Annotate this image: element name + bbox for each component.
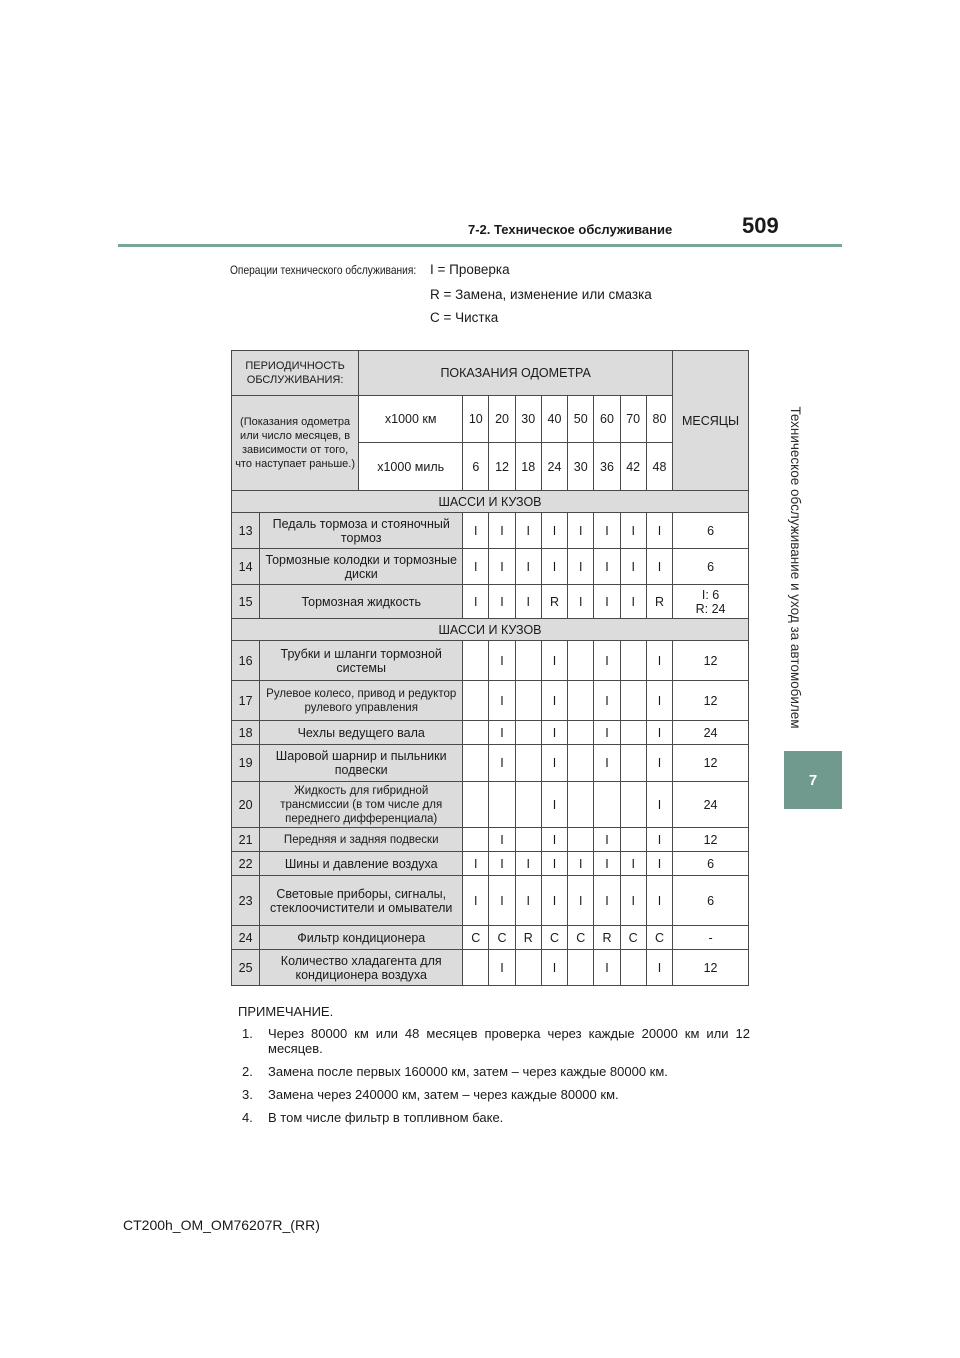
- interval-cell: I: [489, 681, 515, 721]
- interval-cell: [463, 721, 489, 745]
- interval-cell: I: [646, 828, 672, 852]
- interval-cell: [515, 828, 541, 852]
- km-cell: 20: [489, 396, 515, 443]
- interval-cell: I: [646, 549, 672, 585]
- item-number: 14: [232, 549, 260, 585]
- interval-cell: I: [489, 950, 515, 986]
- note-item: [242, 1110, 750, 1125]
- interval-cell: I: [541, 745, 567, 782]
- header-divider: [118, 244, 842, 247]
- table-row: [232, 876, 749, 926]
- months-value: 6: [707, 856, 715, 871]
- interval-cell: I: [568, 585, 594, 619]
- mi-cell: 48: [646, 443, 672, 491]
- interval-cell: C: [463, 926, 489, 950]
- interval-cell: I: [541, 721, 567, 745]
- section-heading: ШАССИ И КУЗОВ: [232, 619, 749, 641]
- interval-cell: [463, 681, 489, 721]
- interval-cell: I: [568, 513, 594, 549]
- item-name: Трубки и шланги тормозной системы: [260, 641, 463, 681]
- interval-cell: [620, 745, 646, 782]
- interval-cell: I: [541, 876, 567, 926]
- interval-cell: [515, 782, 541, 828]
- legend-item-clean: C = Чистка: [430, 310, 499, 325]
- interval-cell: I: [568, 549, 594, 585]
- document-code: CT200h_OM_OM76207R_(RR): [123, 1217, 320, 1233]
- interval-cell: I: [594, 950, 620, 986]
- interval-cell: I: [620, 549, 646, 585]
- interval-cell: I: [594, 513, 620, 549]
- km-cell: 30: [515, 396, 541, 443]
- km-cell: 70: [620, 396, 646, 443]
- interval-cell: I: [541, 681, 567, 721]
- item-number: 16: [232, 641, 260, 681]
- item-number: 20: [232, 782, 260, 828]
- interval-cell: [515, 641, 541, 681]
- interval-cell: I: [515, 513, 541, 549]
- km-cell: 10: [463, 396, 489, 443]
- interval-cell: I: [594, 585, 620, 619]
- item-number: 15: [232, 585, 260, 619]
- interval-cell: C: [489, 926, 515, 950]
- item-name: Шаровой шарнир и пыльники подвески: [260, 745, 463, 782]
- months-value: -: [708, 930, 713, 945]
- interval-cell: I: [489, 828, 515, 852]
- months-value: 6: [707, 893, 715, 908]
- interval-cell: [463, 782, 489, 828]
- months-value: I: 6: [701, 587, 720, 602]
- section-row: [232, 619, 749, 641]
- table-row: [232, 549, 749, 585]
- months-value: 24: [703, 725, 718, 740]
- months-value: 12: [703, 756, 718, 770]
- interval-cell: I: [620, 513, 646, 549]
- interval-cell: I: [568, 852, 594, 876]
- interval-cell: [594, 782, 620, 828]
- item-number: 25: [232, 950, 260, 986]
- unit-mi: x1000 миль: [359, 443, 463, 491]
- interval-cell: [620, 950, 646, 986]
- interval-cell: I: [489, 513, 515, 549]
- table-row: [232, 513, 749, 549]
- chapter-side-title: Техническое обслуживание и уход за автомобилем: [788, 406, 803, 729]
- item-number: 17: [232, 681, 260, 721]
- interval-cell: I: [489, 876, 515, 926]
- interval-cell: [568, 782, 594, 828]
- section-title: 7-2. Техническое обслуживание: [468, 222, 673, 237]
- interval-cell: [568, 745, 594, 782]
- legend-item-replace: R = Замена, изменение или смазка: [430, 287, 652, 302]
- months-cell: [673, 876, 749, 926]
- months-value: 24: [703, 797, 718, 812]
- interval-cell: I: [489, 721, 515, 745]
- interval-cell: [515, 745, 541, 782]
- interval-cell: I: [463, 513, 489, 549]
- interval-cell: [489, 782, 515, 828]
- interval-cell: I: [463, 852, 489, 876]
- interval-cell: I: [489, 745, 515, 782]
- interval-cell: I: [646, 641, 672, 681]
- interval-cell: [568, 681, 594, 721]
- interval-cell: C: [541, 926, 567, 950]
- note-text: Замена после первых 160000 км, затем – через каждые 80000 км.: [268, 1064, 668, 1079]
- interval-cell: [463, 745, 489, 782]
- interval-cell: I: [463, 876, 489, 926]
- item-name: Жидкость для гибридной трансмиссии (в том числе для переднего дифференциала): [260, 782, 463, 828]
- interval-cell: [515, 721, 541, 745]
- months-cell: [673, 641, 749, 681]
- months-cell: [673, 585, 749, 619]
- note-number: 2.: [242, 1064, 253, 1079]
- km-cell: 40: [541, 396, 567, 443]
- table-row: [232, 641, 749, 681]
- note-text: В том числе фильтр в топливном баке.: [268, 1110, 504, 1125]
- months-value: 6: [707, 559, 715, 574]
- table-row: [232, 950, 749, 986]
- section-heading: ШАССИ И КУЗОВ: [232, 491, 749, 513]
- interval-cell: R: [594, 926, 620, 950]
- interval-cell: [620, 681, 646, 721]
- months-cell: [673, 681, 749, 721]
- item-number: 24: [232, 926, 260, 950]
- interval-cell: I: [515, 585, 541, 619]
- note-number: 1.: [242, 1026, 253, 1041]
- period-header: ПЕРИОДИЧНОСТЬ ОБСЛУЖИВАНИЯ:: [232, 351, 359, 396]
- note-text: Через 80000 км или 48 месяцев проверка через каждые 20000 км или 12 месяцев.: [268, 1026, 750, 1056]
- months-cell: [673, 513, 749, 549]
- interval-cell: [620, 641, 646, 681]
- notes-title: ПРИМЕЧАНИЕ.: [238, 1004, 334, 1019]
- months-value-2: R: 24: [695, 601, 726, 616]
- interval-cell: I: [594, 828, 620, 852]
- interval-cell: [568, 950, 594, 986]
- interval-cell: I: [646, 721, 672, 745]
- interval-cell: [463, 950, 489, 986]
- interval-cell: [463, 828, 489, 852]
- item-name: Тормозная жидкость: [260, 585, 463, 619]
- item-name: Шины и давление воздуха: [260, 852, 463, 876]
- interval-cell: I: [541, 828, 567, 852]
- note-number: 4.: [242, 1110, 253, 1125]
- item-number: 21: [232, 828, 260, 852]
- mi-cell: 30: [568, 443, 594, 491]
- page-number: 509: [742, 213, 779, 238]
- item-name: Педаль тормоза и стояночный тормоз: [260, 513, 463, 549]
- mi-cell: 12: [489, 443, 515, 491]
- item-name: Световые приборы, сигналы, стеклоочистители и омыватели: [260, 876, 463, 926]
- legend-item-inspect: I = Проверка: [430, 262, 510, 277]
- months-value: 6: [707, 523, 715, 538]
- interval-cell: I: [646, 681, 672, 721]
- interval-cell: I: [646, 852, 672, 876]
- period-note: (Показания одометра или число месяцев, в зависимости от того, что наступает раньше.): [232, 396, 359, 491]
- interval-cell: [620, 782, 646, 828]
- item-name: Фильтр кондиционера: [260, 926, 463, 950]
- months-value: 12: [703, 832, 718, 847]
- interval-cell: C: [568, 926, 594, 950]
- interval-cell: [463, 641, 489, 681]
- interval-cell: I: [620, 876, 646, 926]
- interval-cell: I: [646, 782, 672, 828]
- mi-cell: 24: [541, 443, 567, 491]
- interval-cell: [620, 828, 646, 852]
- interval-cell: I: [620, 585, 646, 619]
- interval-cell: I: [541, 782, 567, 828]
- table-row: [232, 828, 749, 852]
- interval-cell: I: [541, 852, 567, 876]
- interval-cell: I: [541, 641, 567, 681]
- item-name: Рулевое колесо, привод и редуктор рулевого управления: [260, 681, 463, 721]
- interval-cell: I: [489, 852, 515, 876]
- months-cell: [673, 950, 749, 986]
- months-header: МЕСЯЦЫ: [673, 351, 749, 491]
- interval-cell: [568, 641, 594, 681]
- months-cell: [673, 852, 749, 876]
- item-name: Тормозные колодки и тормозные диски: [260, 549, 463, 585]
- note-item: [242, 1064, 750, 1079]
- interval-cell: I: [594, 549, 620, 585]
- interval-cell: I: [489, 549, 515, 585]
- interval-cell: I: [489, 641, 515, 681]
- mi-cell: 18: [515, 443, 541, 491]
- months-cell: [673, 828, 749, 852]
- interval-cell: [568, 721, 594, 745]
- months-value: 12: [703, 960, 718, 975]
- interval-cell: I: [515, 852, 541, 876]
- km-cell: 50: [568, 396, 594, 443]
- months-cell: [673, 721, 749, 745]
- months-value: 12: [703, 653, 718, 668]
- note-number: 3.: [242, 1087, 253, 1102]
- interval-cell: I: [594, 641, 620, 681]
- note-item: [242, 1026, 750, 1056]
- interval-cell: I: [646, 513, 672, 549]
- interval-cell: I: [646, 745, 672, 782]
- chapter-tab[interactable]: 7: [784, 751, 842, 809]
- mi-cell: 36: [594, 443, 620, 491]
- table-row: [232, 926, 749, 950]
- months-cell: [673, 549, 749, 585]
- note-item: [242, 1087, 750, 1102]
- item-number: 18: [232, 721, 260, 745]
- interval-cell: C: [620, 926, 646, 950]
- interval-cell: I: [620, 852, 646, 876]
- km-cell: 80: [646, 396, 672, 443]
- notes-section: [238, 1004, 750, 1133]
- interval-cell: I: [541, 513, 567, 549]
- interval-cell: I: [594, 876, 620, 926]
- months-cell: [673, 745, 749, 782]
- interval-cell: I: [646, 950, 672, 986]
- mi-cell: 6: [463, 443, 489, 491]
- interval-cell: R: [515, 926, 541, 950]
- mi-cell: 42: [620, 443, 646, 491]
- interval-cell: I: [594, 852, 620, 876]
- interval-cell: R: [541, 585, 567, 619]
- interval-cell: I: [515, 876, 541, 926]
- months-cell: [673, 926, 749, 950]
- note-text: Замена через 240000 км, затем – через каждые 80000 км.: [268, 1087, 619, 1102]
- table-row: [232, 721, 749, 745]
- interval-cell: [515, 681, 541, 721]
- item-number: 23: [232, 876, 260, 926]
- interval-cell: R: [646, 585, 672, 619]
- interval-cell: I: [515, 549, 541, 585]
- months-value: 12: [703, 693, 718, 708]
- interval-cell: I: [463, 549, 489, 585]
- table-row: [232, 681, 749, 721]
- item-name: Чехлы ведущего вала: [260, 721, 463, 745]
- item-number: 13: [232, 513, 260, 549]
- table-row: [232, 585, 749, 619]
- km-cell: 60: [594, 396, 620, 443]
- table-row: [232, 745, 749, 782]
- interval-cell: [515, 950, 541, 986]
- item-name: Передняя и задняя подвески: [260, 828, 463, 852]
- interval-cell: I: [646, 876, 672, 926]
- interval-cell: [620, 721, 646, 745]
- interval-cell: I: [541, 950, 567, 986]
- interval-cell: [568, 828, 594, 852]
- table-row: [232, 782, 749, 828]
- table-row: [232, 852, 749, 876]
- interval-cell: I: [594, 745, 620, 782]
- interval-cell: I: [568, 876, 594, 926]
- interval-cell: I: [541, 549, 567, 585]
- odometer-header: ПОКАЗАНИЯ ОДОМЕТРА: [359, 351, 673, 396]
- interval-cell: C: [646, 926, 672, 950]
- interval-cell: I: [489, 585, 515, 619]
- item-number: 22: [232, 852, 260, 876]
- legend-label: Операции технического обслуживания:: [230, 263, 417, 277]
- interval-cell: I: [594, 721, 620, 745]
- months-cell: [673, 782, 749, 828]
- item-number: 19: [232, 745, 260, 782]
- item-name: Количество хладагента для кондиционера воздуха: [260, 950, 463, 986]
- unit-km: x1000 км: [359, 396, 463, 443]
- interval-cell: I: [463, 585, 489, 619]
- section-row: [232, 491, 749, 513]
- maintenance-schedule-table: [231, 350, 749, 986]
- interval-cell: I: [594, 681, 620, 721]
